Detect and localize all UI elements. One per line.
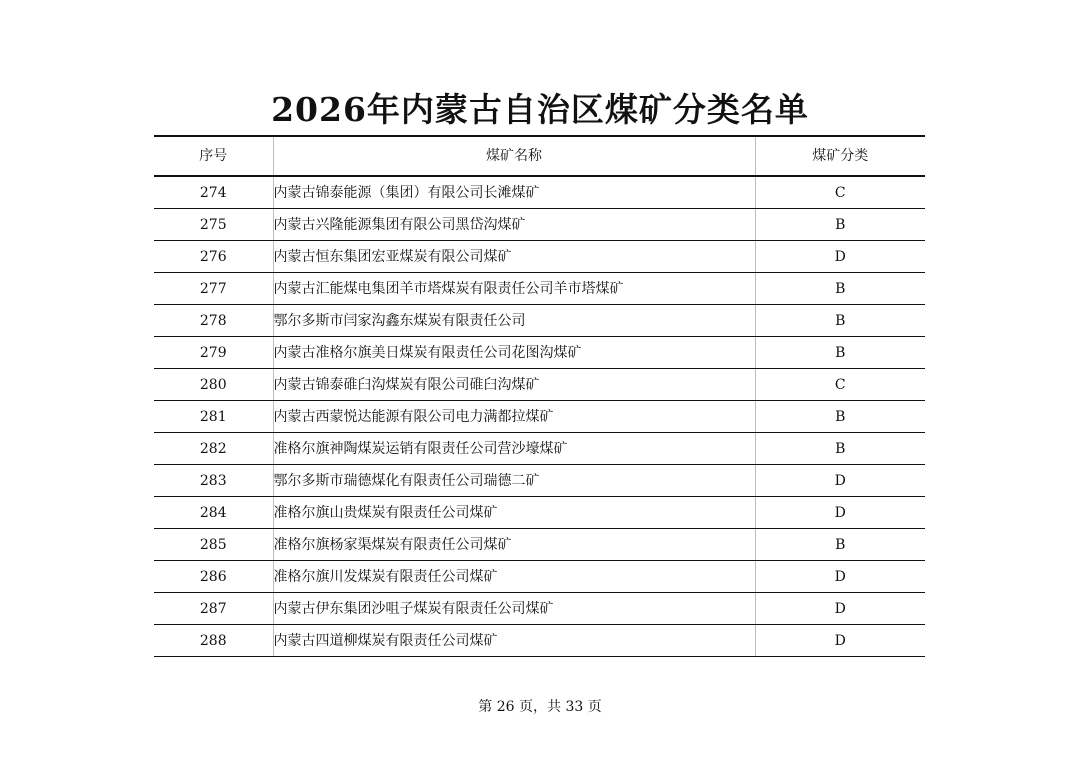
column-header-mine-name: 煤矿名称 bbox=[273, 136, 755, 176]
mine-name: 内蒙古汇能煤电集团羊市塔煤炭有限责任公司羊市塔煤矿 bbox=[273, 273, 755, 305]
mine-name: 内蒙古锦泰能源（集团）有限公司长滩煤矿 bbox=[273, 176, 755, 209]
table-row bbox=[154, 337, 925, 369]
page-title: 2026年内蒙古自治区煤矿分类名单 bbox=[271, 90, 809, 129]
mine-category: C bbox=[755, 176, 925, 209]
column-header-index: 序号 bbox=[154, 136, 273, 176]
mine-category: D bbox=[755, 561, 925, 593]
column-header-category: 煤矿分类 bbox=[755, 136, 925, 176]
row-number: 285 bbox=[154, 529, 273, 561]
table-row bbox=[154, 593, 925, 625]
mine-category: B bbox=[755, 273, 925, 305]
table-row bbox=[154, 305, 925, 337]
mine-category: B bbox=[755, 529, 925, 561]
table-row bbox=[154, 625, 925, 657]
mine-category: D bbox=[755, 497, 925, 529]
mine-category: B bbox=[755, 337, 925, 369]
mine-category: D bbox=[755, 593, 925, 625]
mine-name: 准格尔旗山贵煤炭有限责任公司煤矿 bbox=[273, 497, 755, 529]
row-number: 282 bbox=[154, 433, 273, 465]
row-number: 274 bbox=[154, 176, 273, 209]
mine-category: B bbox=[755, 401, 925, 433]
page-number-footer: 第 26 页，共 33 页 bbox=[478, 699, 602, 715]
table-row bbox=[154, 401, 925, 433]
mine-name: 鄂尔多斯市瑞德煤化有限责任公司瑞德二矿 bbox=[273, 465, 755, 497]
mine-category: B bbox=[755, 209, 925, 241]
row-number: 276 bbox=[154, 241, 273, 273]
mine-category: B bbox=[755, 305, 925, 337]
table-row bbox=[154, 273, 925, 305]
row-number: 279 bbox=[154, 337, 273, 369]
mine-category: B bbox=[755, 433, 925, 465]
row-number: 278 bbox=[154, 305, 273, 337]
mine-name: 内蒙古西蒙悦达能源有限公司电力满都拉煤矿 bbox=[273, 401, 755, 433]
table-header-row bbox=[154, 136, 925, 176]
mine-category: D bbox=[755, 241, 925, 273]
mine-name: 鄂尔多斯市闫家沟鑫东煤炭有限责任公司 bbox=[273, 305, 755, 337]
mine-name: 内蒙古准格尔旗美日煤炭有限责任公司花图沟煤矿 bbox=[273, 337, 755, 369]
row-number: 280 bbox=[154, 369, 273, 401]
mine-name: 准格尔旗杨家渠煤炭有限责任公司煤矿 bbox=[273, 529, 755, 561]
row-number: 287 bbox=[154, 593, 273, 625]
table-row bbox=[154, 497, 925, 529]
table-row bbox=[154, 433, 925, 465]
mine-category: C bbox=[755, 369, 925, 401]
mine-name: 内蒙古兴隆能源集团有限公司黑岱沟煤矿 bbox=[273, 209, 755, 241]
row-number: 284 bbox=[154, 497, 273, 529]
row-number: 275 bbox=[154, 209, 273, 241]
table-row bbox=[154, 465, 925, 497]
mine-name: 内蒙古锦泰碓臼沟煤炭有限公司碓臼沟煤矿 bbox=[273, 369, 755, 401]
row-number: 288 bbox=[154, 625, 273, 657]
mine-name: 内蒙古恒东集团宏亚煤炭有限公司煤矿 bbox=[273, 241, 755, 273]
row-number: 283 bbox=[154, 465, 273, 497]
mine-category: D bbox=[755, 465, 925, 497]
table-row bbox=[154, 176, 925, 209]
mine-category: D bbox=[755, 625, 925, 657]
row-number: 277 bbox=[154, 273, 273, 305]
row-number: 281 bbox=[154, 401, 273, 433]
mine-name: 准格尔旗神陶煤炭运销有限责任公司营沙壕煤矿 bbox=[273, 433, 755, 465]
table-row bbox=[154, 241, 925, 273]
mine-name: 准格尔旗川发煤炭有限责任公司煤矿 bbox=[273, 561, 755, 593]
coal-mine-table bbox=[154, 135, 925, 657]
mine-name: 内蒙古伊东集团沙咀子煤炭有限责任公司煤矿 bbox=[273, 593, 755, 625]
mine-name: 内蒙古四道柳煤炭有限责任公司煤矿 bbox=[273, 625, 755, 657]
table-row bbox=[154, 529, 925, 561]
table-row bbox=[154, 209, 925, 241]
table-row bbox=[154, 369, 925, 401]
row-number: 286 bbox=[154, 561, 273, 593]
table-row bbox=[154, 561, 925, 593]
